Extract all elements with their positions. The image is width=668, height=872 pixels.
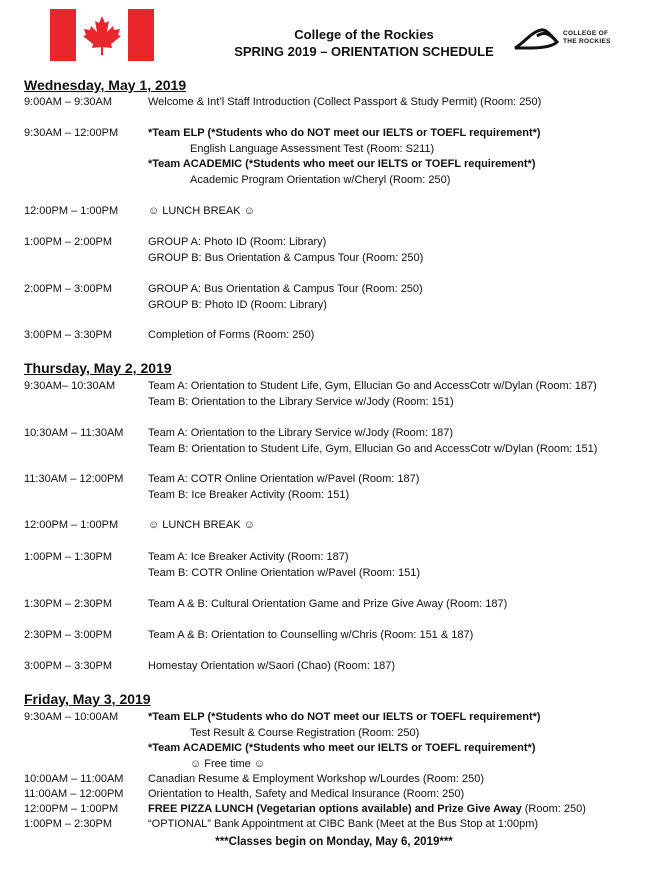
activity: [148, 426, 648, 457]
activity-line: Team B: Orientation to Student Life, Gym, Ellucian Go and AccessCotr w/Dylan (Room: 151): [148, 442, 598, 455]
activity-line: [148, 802, 648, 818]
activity-line: Team A & B: Cultural Orientation Game and Prize Give Away (Room: 187): [148, 598, 508, 610]
time-slot: 2:30PM – 3:00PM: [24, 629, 113, 641]
activity-line: *Team ELP (*Students who do NOT meet our IELTS or TOEFL requirement*): [148, 711, 541, 723]
time-slot: 11:30AM – 12:00PM: [24, 473, 124, 485]
time-slot: 9:00AM – 9:30AM: [24, 96, 113, 108]
time-slot: 3:00PM – 3:30PM: [24, 660, 113, 672]
time-slot: 9:30AM– 10:30AM: [24, 380, 116, 392]
activity: [148, 659, 648, 675]
time-slot: 10:30AM – 11:30AM: [24, 427, 124, 439]
activity-line: GROUP A: Photo ID (Room: Library): [148, 236, 327, 248]
time-slot: 11:00AM – 12:00PM: [24, 788, 124, 800]
activity: [148, 787, 648, 803]
activity-line: Homestay Orientation w/Saori (Chao) (Room: 187): [148, 660, 395, 672]
activity-line: ☺ LUNCH BREAK ☺: [148, 519, 255, 531]
activity: [148, 550, 648, 581]
day-heading-thursday: Thursday, May 2, 2019: [24, 360, 172, 376]
activity-line: Test Result & Course Registration (Room: 250): [190, 726, 420, 739]
time-slot: 1:00PM – 2:30PM: [24, 818, 113, 830]
activity-line: Team B: Ice Breaker Activity (Room: 151): [148, 488, 350, 501]
activity: [148, 710, 648, 772]
activity: [148, 235, 648, 266]
day-heading-wednesday: Wednesday, May 1, 2019: [24, 77, 187, 93]
time-slot: 1:30PM – 2:30PM: [24, 598, 113, 610]
logo-text: [563, 30, 611, 45]
day-heading-friday: Friday, May 3, 2019: [24, 691, 151, 707]
activity: [148, 817, 648, 833]
activity-room: (Room: 250): [521, 803, 586, 815]
activity-line: Orientation to Health, Safety and Medical Insurance (Room: 250): [148, 788, 465, 800]
time-slot: 3:00PM – 3:30PM: [24, 329, 113, 341]
activity: [148, 95, 648, 111]
time-slot: 9:30AM – 12:00PM: [24, 127, 119, 139]
activity-line: Canadian Resume & Employment Workshop w/Lourdes (Room: 250): [148, 773, 485, 785]
activity-line: *Team ACADEMIC (*Students who meet our IELTS or TOEFL requirement*): [148, 158, 536, 170]
activity-line: GROUP A: Bus Orientation & Campus Tour (Room: 250): [148, 283, 423, 295]
activity: [148, 597, 648, 613]
activity: [148, 472, 648, 503]
time-slot: 10:00AM – 11:00AM: [24, 773, 124, 785]
activity: [148, 772, 648, 788]
activity-line: ☺ LUNCH BREAK ☺: [148, 205, 255, 217]
activity-line: Team B: Orientation to the Library Service w/Jody (Room: 151): [148, 395, 454, 408]
activity-line: Welcome & Int’l Staff Introduction (Collect Passport & Study Permit) (Room: 250): [148, 96, 542, 108]
activity-line: “OPTIONAL” Bank Appointment at CIBC Bank (Meet at the Bus Stop at 1:00pm): [148, 818, 539, 830]
activity-line: Team A & B: Orientation to Counselling w/Chris (Room: 151 & 187): [148, 629, 474, 641]
college-name: College of the Rockies: [294, 27, 434, 42]
activity: [148, 628, 648, 644]
schedule-title: SPRING 2019 – ORIENTATION SCHEDULE: [234, 44, 494, 59]
activity-line: Academic Program Orientation w/Cheryl (Room: 250): [190, 173, 451, 186]
time-slot: 12:00PM – 1:00PM: [24, 803, 119, 815]
logo-text-line1: COLLEGE OF: [563, 30, 609, 37]
activity: [148, 204, 648, 220]
activity-line: Team A: COTR Online Orientation w/Pavel (Room: 187): [148, 473, 420, 485]
time-slot: 12:00PM – 1:00PM: [24, 205, 119, 217]
document-header: [0, 0, 668, 72]
activity-line: Completion of Forms (Room: 250): [148, 329, 315, 341]
activity-line: Team A: Orientation to Student Life, Gym, Ellucian Go and AccessCotr w/Dylan (Room: 187): [148, 380, 597, 392]
time-slot: 1:00PM – 1:30PM: [24, 551, 113, 563]
activity-line: Team B: COTR Online Orientation w/Pavel (Room: 151): [148, 566, 421, 579]
activity-line: GROUP B: Bus Orientation & Campus Tour (Room: 250): [148, 251, 424, 264]
time-slot: 1:00PM – 2:00PM: [24, 236, 113, 248]
activity: [148, 126, 648, 188]
activity-line: GROUP B: Photo ID (Room: Library): [148, 298, 327, 311]
activity-line: *Team ELP (*Students who do NOT meet our IELTS or TOEFL requirement*): [148, 127, 541, 139]
time-slot: 2:00PM – 3:00PM: [24, 283, 113, 295]
activity-line: *Team ACADEMIC (*Students who meet our IELTS or TOEFL requirement*): [148, 742, 536, 754]
activity-bold-text: FREE PIZZA LUNCH (Vegetarian options available) and Prize Give Away: [148, 803, 522, 815]
activity: [148, 282, 648, 313]
classes-begin-note: ***Classes begin on Monday, May 6, 2019***: [215, 836, 453, 848]
activity: [148, 328, 648, 344]
activity: [148, 518, 648, 534]
activity-line: English Language Assessment Test (Room: S211): [190, 142, 435, 155]
activity-line: ☺ Free time ☺: [190, 757, 266, 770]
activity-line: Team A: Ice Breaker Activity (Room: 187): [148, 551, 349, 563]
time-slot: 12:00PM – 1:00PM: [24, 519, 119, 531]
logo-text-line2: THE ROCKIES: [563, 37, 611, 45]
activity-line: Team A: Orientation to the Library Service w/Jody (Room: 187): [148, 427, 454, 439]
activity: [148, 802, 648, 818]
activity: [148, 379, 648, 410]
time-slot: 9:30AM – 10:00AM: [24, 711, 119, 723]
